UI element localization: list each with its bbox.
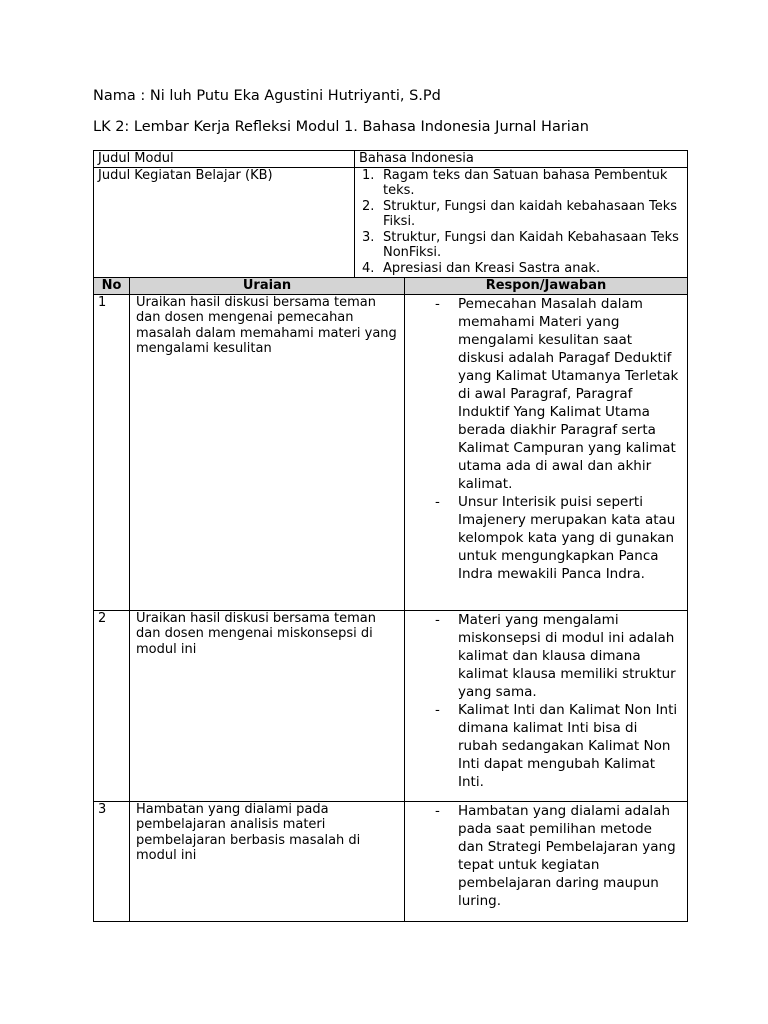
column-header-no: No	[94, 278, 130, 295]
kb-list	[359, 168, 683, 277]
respon-item	[409, 611, 683, 701]
judul-modul-row	[94, 151, 688, 168]
respon-list	[409, 611, 683, 791]
worksheet-title: LK 2: Lembar Kerja Refleksi Modul 1. Bahasa Indonesia Jurnal Harian	[93, 119, 589, 135]
dash-bullet: -	[435, 295, 440, 312]
row-respon-cell	[405, 610, 688, 801]
table-row	[94, 801, 688, 921]
column-header-uraian: Uraian	[130, 278, 405, 295]
kb-item-number: 3.	[362, 229, 375, 245]
respon-item	[409, 802, 683, 910]
respon-text: Pemecahan Masalah dalam memahami Materi yang mengalami kesulitan saat diskusi adalah Paragaf Deduktif yang Kalimat Utamanya Terletak di awal Paragraf, Paragraf Induktif Yang Kalimat Utama berada diakhir Paragraf serta Kalimat Campuran yang kalimat utama ada di awal dan akhir kalimat.	[458, 295, 679, 492]
kb-item	[359, 230, 683, 261]
table-row	[94, 610, 688, 801]
row-number: 2	[94, 610, 130, 801]
dash-bullet: -	[435, 493, 440, 510]
kb-list-cell	[355, 167, 688, 277]
row-number: 1	[94, 294, 130, 610]
name-line: Nama : Ni luh Putu Eka Agustini Hutriyanti, S.Pd	[93, 88, 441, 104]
respon-text: Materi yang mengalami miskonsepsi di modul ini adalah kalimat dan klausa dimana kalimat klausa memiliki struktur yang sama.	[458, 611, 676, 700]
judul-modul-label: Judul Modul	[94, 151, 355, 168]
kb-item	[359, 199, 683, 230]
respon-item	[409, 701, 683, 791]
judul-kb-row	[94, 167, 688, 277]
dash-bullet: -	[435, 611, 440, 628]
kb-item-number: 1.	[362, 167, 375, 183]
kb-item-number: 2.	[362, 198, 375, 214]
dash-bullet: -	[435, 701, 440, 718]
row-number: 3	[94, 801, 130, 921]
row-uraian: Hambatan yang dialami pada pembelajaran analisis materi pembelajaran berbasis masalah di modul ini	[130, 801, 405, 921]
row-uraian: Uraikan hasil diskusi bersama teman dan dosen mengenai pemecahan masalah dalam memahami materi yang mengalami kesulitan	[130, 294, 405, 610]
respon-item	[409, 295, 683, 493]
respon-text: Hambatan yang dialami adalah pada saat pemilihan metode dan Strategi Pembelajaran yang tepat untuk kegiatan pembelajaran daring maupun luring.	[458, 802, 676, 909]
row-respon-cell	[405, 294, 688, 610]
table-row	[94, 294, 688, 610]
kb-item	[359, 168, 683, 199]
row-respon-cell	[405, 801, 688, 921]
kb-item-number: 4.	[362, 260, 375, 276]
judul-modul-value: Bahasa Indonesia	[355, 151, 688, 168]
table-header-row	[94, 278, 688, 295]
kb-item-text: Ragam teks dan Satuan bahasa Pembentuk teks.	[383, 167, 668, 198]
module-info-table	[93, 150, 688, 278]
respon-list	[409, 295, 683, 583]
column-header-respon: Respon/Jawaban	[405, 278, 688, 295]
row-uraian: Uraikan hasil diskusi bersama teman dan dosen mengenai miskonsepsi di modul ini	[130, 610, 405, 801]
respon-list	[409, 802, 683, 910]
kb-item	[359, 261, 683, 277]
judul-kb-label: Judul Kegiatan Belajar (KB)	[94, 167, 355, 277]
dash-bullet: -	[435, 802, 440, 819]
kb-item-text: Struktur, Fungsi dan kaidah kebahasaan Teks Fiksi.	[383, 198, 678, 229]
kb-item-text: Apresiasi dan Kreasi Sastra anak.	[383, 260, 601, 276]
respon-text: Unsur Interisik puisi seperti Imajenery merupakan kata atau kelompok kata yang di gunakan untuk mengungkapkan Panca Indra mewakili Panca Indra.	[458, 493, 676, 582]
reflection-table	[93, 277, 688, 922]
respon-text: Kalimat Inti dan Kalimat Non Inti dimana kalimat Inti bisa di rubah sedangakan Kalimat Non Inti dapat mengubah Kalimat Inti.	[458, 701, 678, 790]
respon-item	[409, 493, 683, 583]
kb-item-text: Struktur, Fungsi dan Kaidah Kebahasaan Teks NonFiksi.	[383, 229, 679, 260]
